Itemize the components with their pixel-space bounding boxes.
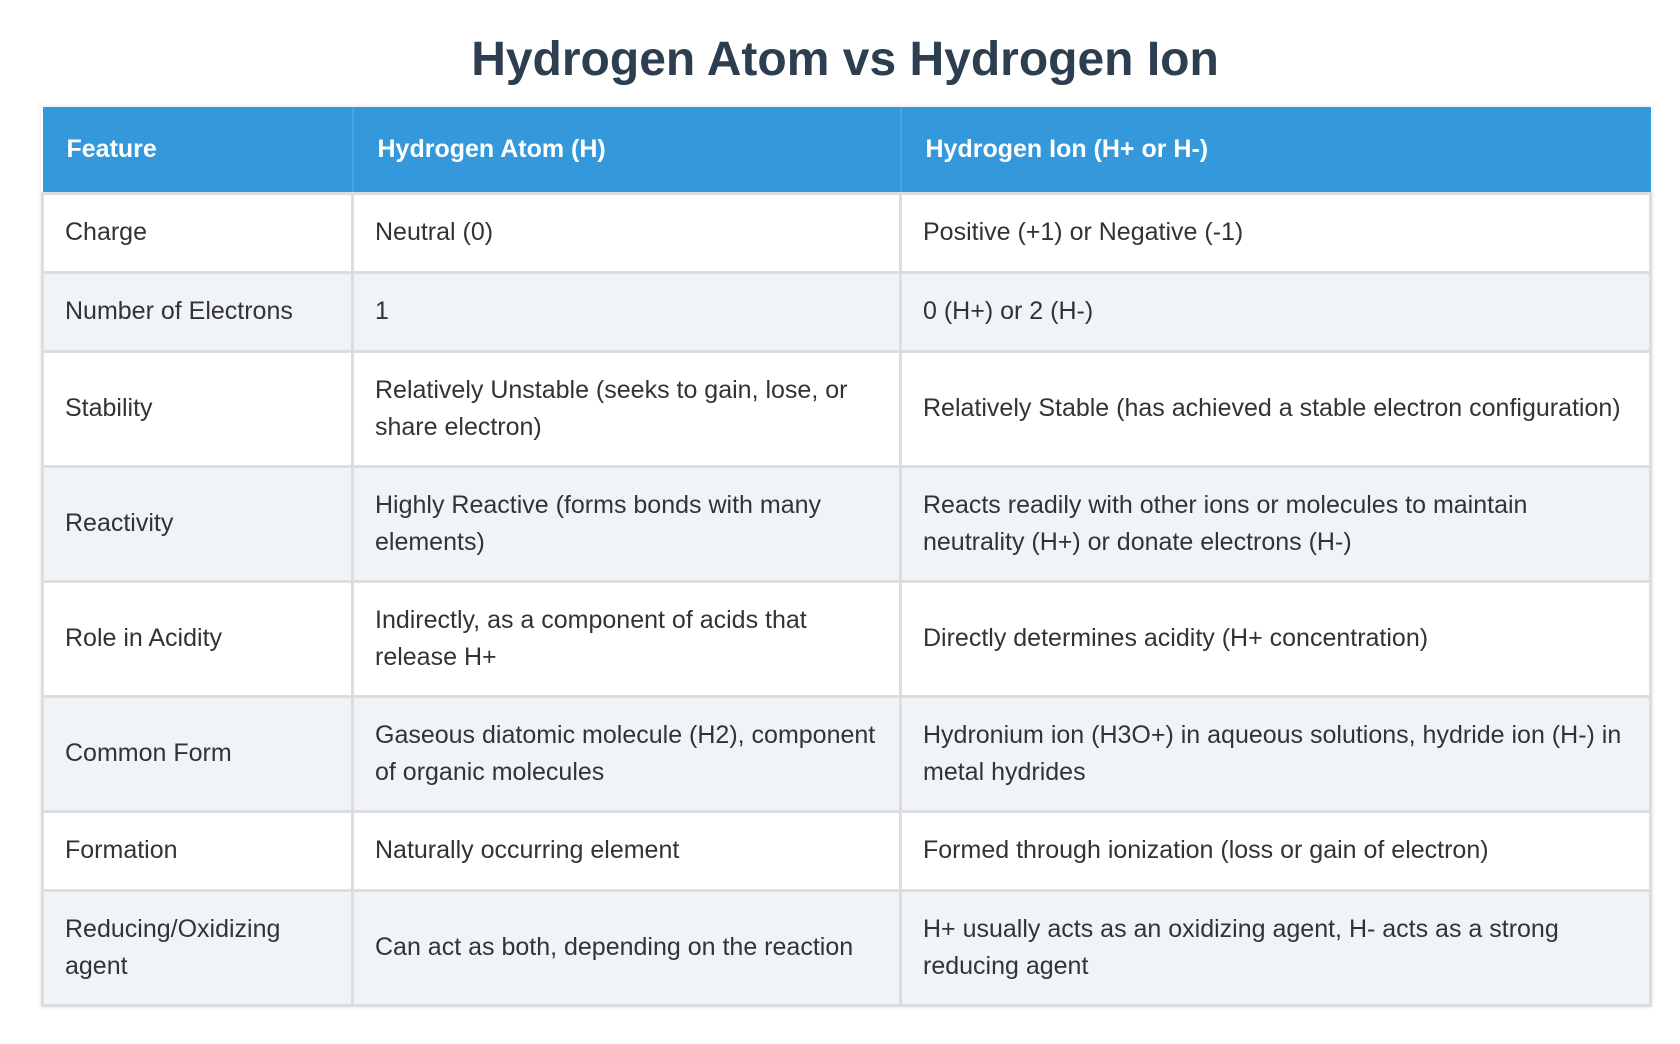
cell-feature: Reactivity [43,466,353,581]
table-row [43,581,1651,696]
cell-atom: Relatively Unstable (seeks to gain, lose, or share electron) [353,351,901,466]
cell-atom: 1 [353,272,901,351]
table-row [43,272,1651,351]
header-row [43,107,1651,193]
table-header [43,107,1651,193]
cell-atom: Neutral (0) [353,193,901,272]
cell-ion: Directly determines acidity (H+ concentration) [901,581,1651,696]
cell-ion: H+ usually acts as an oxidizing agent, H- acts as a strong reducing agent [901,890,1651,1005]
cell-feature: Stability [43,351,353,466]
table-row [43,811,1651,890]
table-body [43,193,1651,1005]
cell-feature: Formation [43,811,353,890]
cell-feature: Charge [43,193,353,272]
table-row [43,696,1651,811]
cell-feature: Number of Electrons [43,272,353,351]
cell-feature: Role in Acidity [43,581,353,696]
header-hydrogen-ion: Hydrogen Ion (H+ or H-) [901,107,1651,193]
cell-atom: Indirectly, as a component of acids that release H+ [353,581,901,696]
page-title: Hydrogen Atom vs Hydrogen Ion [471,33,1219,86]
table-row [43,466,1651,581]
table-row [43,890,1651,1005]
cell-atom: Can act as both, depending on the reaction [353,890,901,1005]
cell-atom: Naturally occurring element [353,811,901,890]
header-feature: Feature [43,107,353,193]
cell-ion: Relatively Stable (has achieved a stable electron configuration) [901,351,1651,466]
cell-atom: Gaseous diatomic molecule (H2), component of organic molecules [353,696,901,811]
table-row [43,193,1651,272]
cell-ion: 0 (H+) or 2 (H-) [901,272,1651,351]
cell-ion: Reacts readily with other ions or molecules to maintain neutrality (H+) or donate electrons (H-) [901,466,1651,581]
cell-feature: Common Form [43,696,353,811]
cell-atom: Highly Reactive (forms bonds with many elements) [353,466,901,581]
cell-ion: Formed through ionization (loss or gain of electron) [901,811,1651,890]
table-row [43,351,1651,466]
comparison-table [41,107,1652,1007]
cell-ion: Hydronium ion (H3O+) in aqueous solutions, hydride ion (H-) in metal hydrides [901,696,1651,811]
cell-ion: Positive (+1) or Negative (-1) [901,193,1651,272]
cell-feature: Reducing/Oxidizing agent [43,890,353,1005]
header-hydrogen-atom: Hydrogen Atom (H) [353,107,901,193]
comparison-table-container [41,107,1649,1007]
